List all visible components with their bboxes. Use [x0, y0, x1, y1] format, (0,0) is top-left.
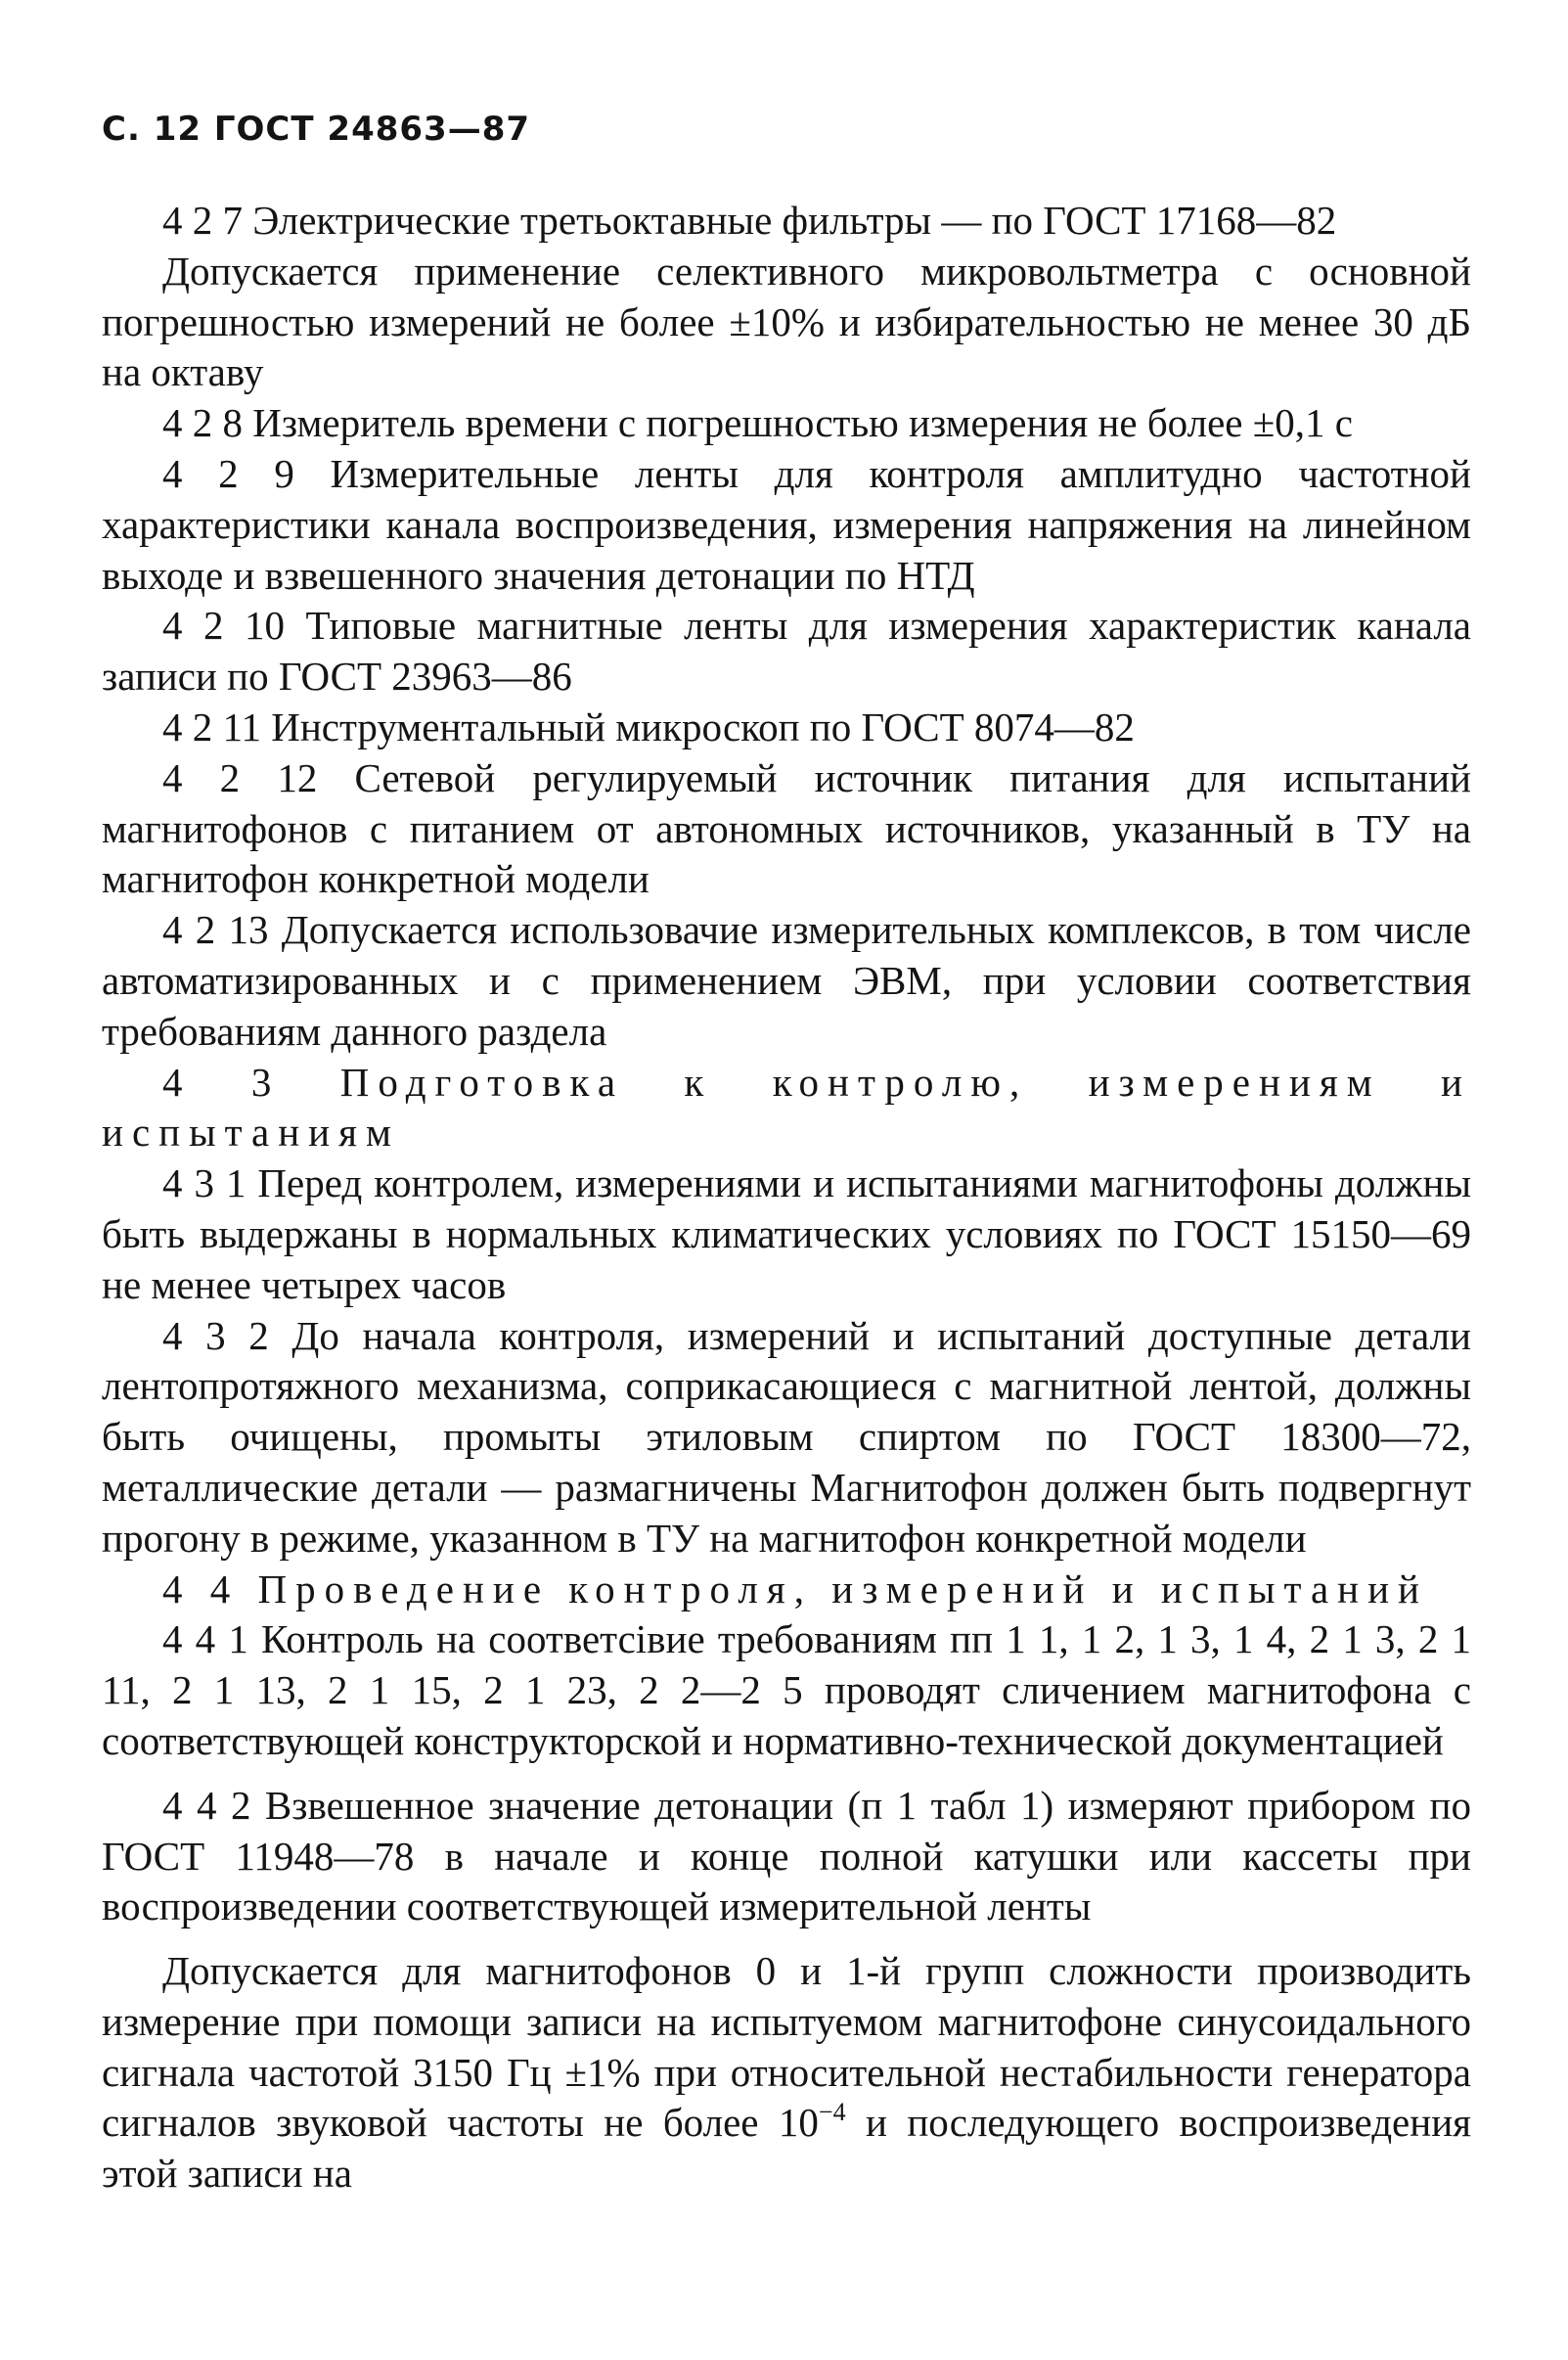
- paragraph-4-2-7: 4 2 7 Электрические третьоктавные фильтры — по ГОСТ 17168—82: [162, 198, 1337, 243]
- section-heading-4-3: 4 3 Подготовка к контролю, измерениям и испытаниям: [102, 1059, 1471, 1156]
- paragraph-allowance-note: [102, 1946, 1471, 2200]
- page-header: С. 12 ГОСТ 24863—87: [102, 110, 531, 149]
- paragraph-4-2-13: 4 2 13 Допускается использовачие измерительных комплексов, в том числе автоматизированных и с применением ЭВМ, при условии соответствия требованиям данного раздела: [102, 907, 1471, 1054]
- paragraph-4-3-1: 4 3 1 Перед контролем, измерениями и испытаниями магнитофоны должны быть выдержаны в нормальных климатических условиях по ГОСТ 15150—69 не менее четырех часов: [102, 1160, 1471, 1307]
- paragraph-4-3-2: 4 3 2 До начала контроля, измерений и испытаний доступные детали лентопротяжного механизма, соприкасающиеся с магнитной лентой, должны быть очищены, промыты этиловым спиртом по ГОСТ 18300—72, металлические детали — размагничены Магнитофон должен быть подвергнут прогону в режиме, указанном в ТУ на магнитофон конкретной модели: [102, 1312, 1471, 1561]
- paragraph-text-before: Допускается для магнитофонов 0 и 1-й групп сложности производить измерение при помощи записи на испытуемом магнитофоне синусоидального сигнала частотой 3150 Гц ±1% при относительной нестабильности генератора сигналов звуковой частоты не более 10: [102, 1948, 1471, 2146]
- section-heading-4-4: 4 4 Проведение контроля, измерений и испытаний: [162, 1566, 1428, 1611]
- paragraph-4-2-11: 4 2 11 Инструментальный микроскоп по ГОСТ 8074—82: [162, 703, 1135, 749]
- paragraph-4-2-8: 4 2 8 Измеритель времени с погрешностью измерения не более ±0,1 с: [162, 400, 1353, 446]
- paragraph-4-4-2: 4 4 2 Взвешенное значение детонации (п 1 табл 1) измеряют прибором по ГОСТ 11948—78 в начале и конце полной катушки или кассеты при воспроизведении соответствующей измерительной ленты: [102, 1782, 1471, 1929]
- paragraph-tolerance-note: Допускается применение селективного микровольтметра с основной погрешностью измерений не более ±10% и избирательностью не менее 30 дБ на октаву: [102, 248, 1471, 395]
- paragraph-4-2-9: 4 2 9 Измерительные ленты для контроля амплитудно частотной характеристики канала воспроизведения, измерения напряжения на линейном выходе и взвешенного значения детонации по НТД: [102, 450, 1471, 598]
- paragraph-4-2-10: 4 2 10 Типовые магнитные ленты для измерения характеристик канала записи по ГОСТ 23963—86: [102, 603, 1471, 700]
- paragraph-4-4-1: 4 4 1 Контроль на соответсівие требованиям пп 1 1, 1 2, 1 3, 1 4, 2 1 3, 2 1 11, 2 1 13, 2 1 15, 2 1 23, 2 2—2 5 проводят сличением магнитофона с соответствующей конструкторской и нормативно-технической документацией: [102, 1616, 1471, 1763]
- superscript-exponent: −4: [818, 2098, 846, 2127]
- paragraph-text-after: и последующего воспроизведения этой записи на: [102, 2100, 1471, 2197]
- document-body: [102, 196, 1471, 2200]
- paragraph-4-2-12: 4 2 12 Сетевой регулируемый источник питания для испытаний магнитофонов с питанием от автономных источников, указанный в ТУ на магнитофон конкретной модели: [102, 754, 1471, 902]
